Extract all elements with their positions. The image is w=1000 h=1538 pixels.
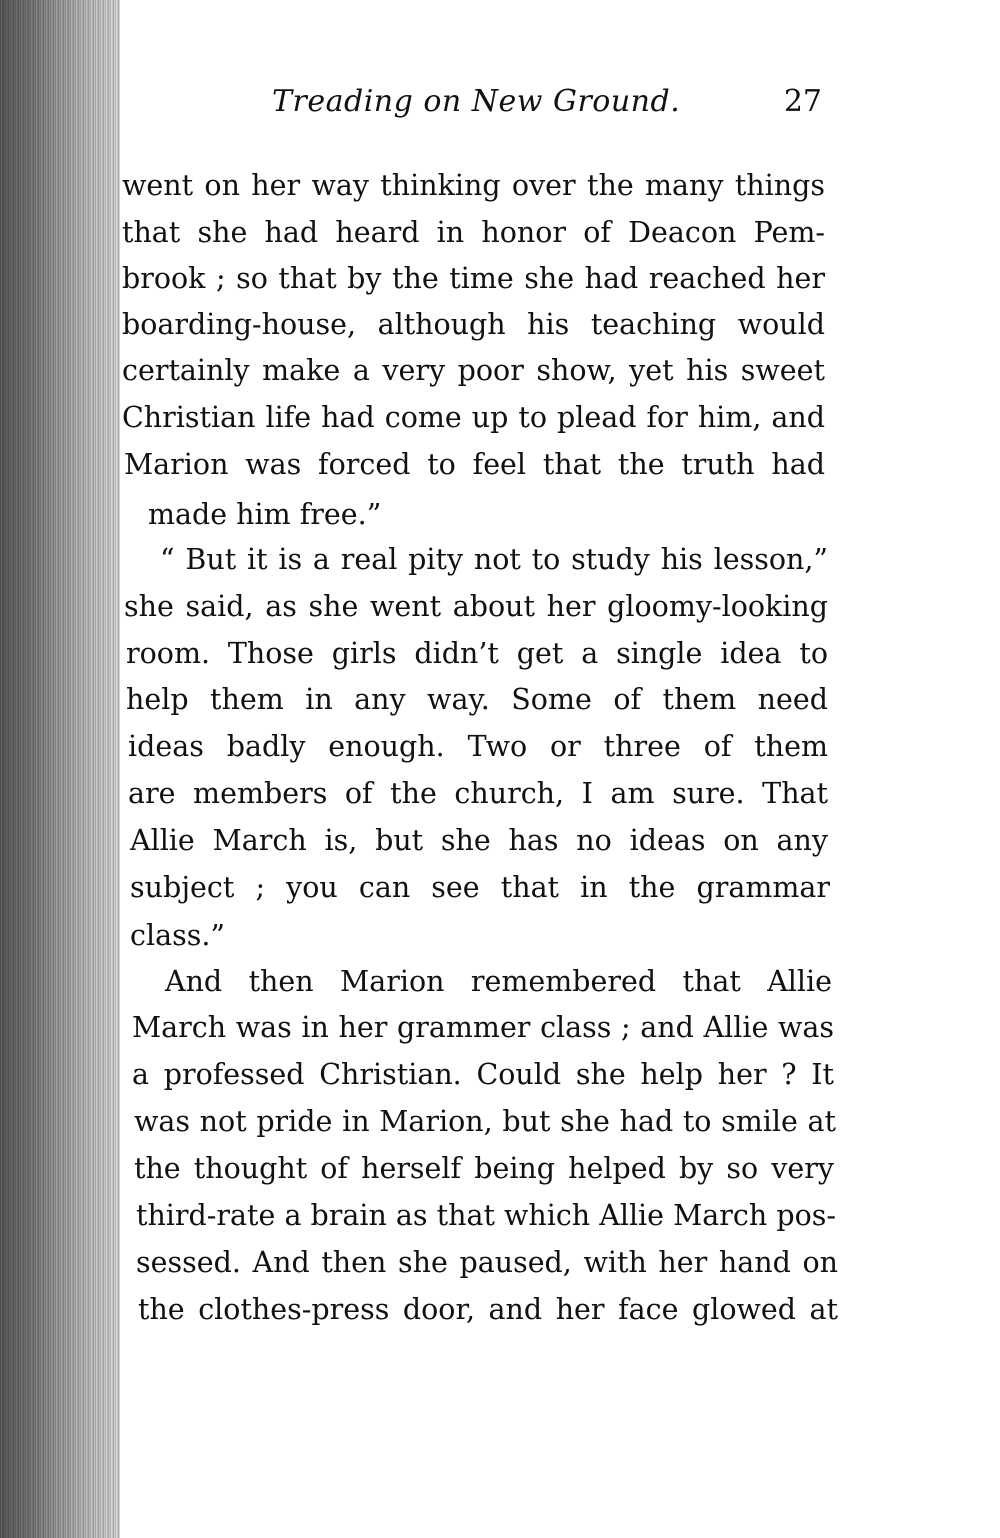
- text-line: boarding-house, although his teaching would: [122, 308, 825, 341]
- text-line: the thought of herself being helped by so very: [134, 1152, 834, 1185]
- text-line: And then Marion remembered that Allie: [165, 965, 832, 998]
- text-line: third-rate a brain as that which Allie March pos-: [136, 1199, 836, 1232]
- text-line: ideas badly enough. Two or three of them: [128, 730, 828, 763]
- text-line: Marion was forced to feel that the truth had: [124, 448, 825, 481]
- text-line: made him free.”: [148, 498, 382, 531]
- text-line: the clothes-press door, and her face glowed at: [138, 1293, 838, 1326]
- running-title: Treading on New Ground.: [272, 84, 681, 119]
- text-line: Allie March is, but she has no ideas on any: [130, 824, 828, 857]
- text-line: are members of the church, I am sure. That: [128, 777, 828, 810]
- page-number: 27: [783, 84, 822, 119]
- scan-gutter-shadow: [0, 0, 120, 1538]
- text-line: sessed. And then she paused, with her hand on: [136, 1246, 838, 1279]
- text-line: that she had heard in honor of Deacon Pem-: [122, 216, 825, 249]
- text-line: a professed Christian. Could she help her ? It: [132, 1058, 834, 1091]
- text-line: went on her way thinking over the many things: [122, 169, 825, 202]
- text-line: she said, as she went about her gloomy-looking: [124, 590, 828, 623]
- text-line: March was in her grammer class ; and Allie was: [132, 1011, 834, 1044]
- page-header: [272, 84, 822, 128]
- text-line: Christian life had come up to plead for him, and: [122, 401, 825, 434]
- text-line: certainly make a very poor show, yet his sweet: [122, 354, 825, 387]
- text-line: was not pride in Marion, but she had to smile at: [134, 1105, 836, 1138]
- text-line: class.”: [130, 919, 225, 952]
- text-line: help them in any way. Some of them need: [126, 683, 828, 716]
- text-line: brook ; so that by the time she had reached her: [122, 262, 825, 295]
- text-line: “ But it is a real pity not to study his lesson,”: [160, 543, 828, 576]
- text-line: room. Those girls didn’t get a single idea to: [126, 637, 828, 670]
- text-line: subject ; you can see that in the grammar: [130, 871, 830, 904]
